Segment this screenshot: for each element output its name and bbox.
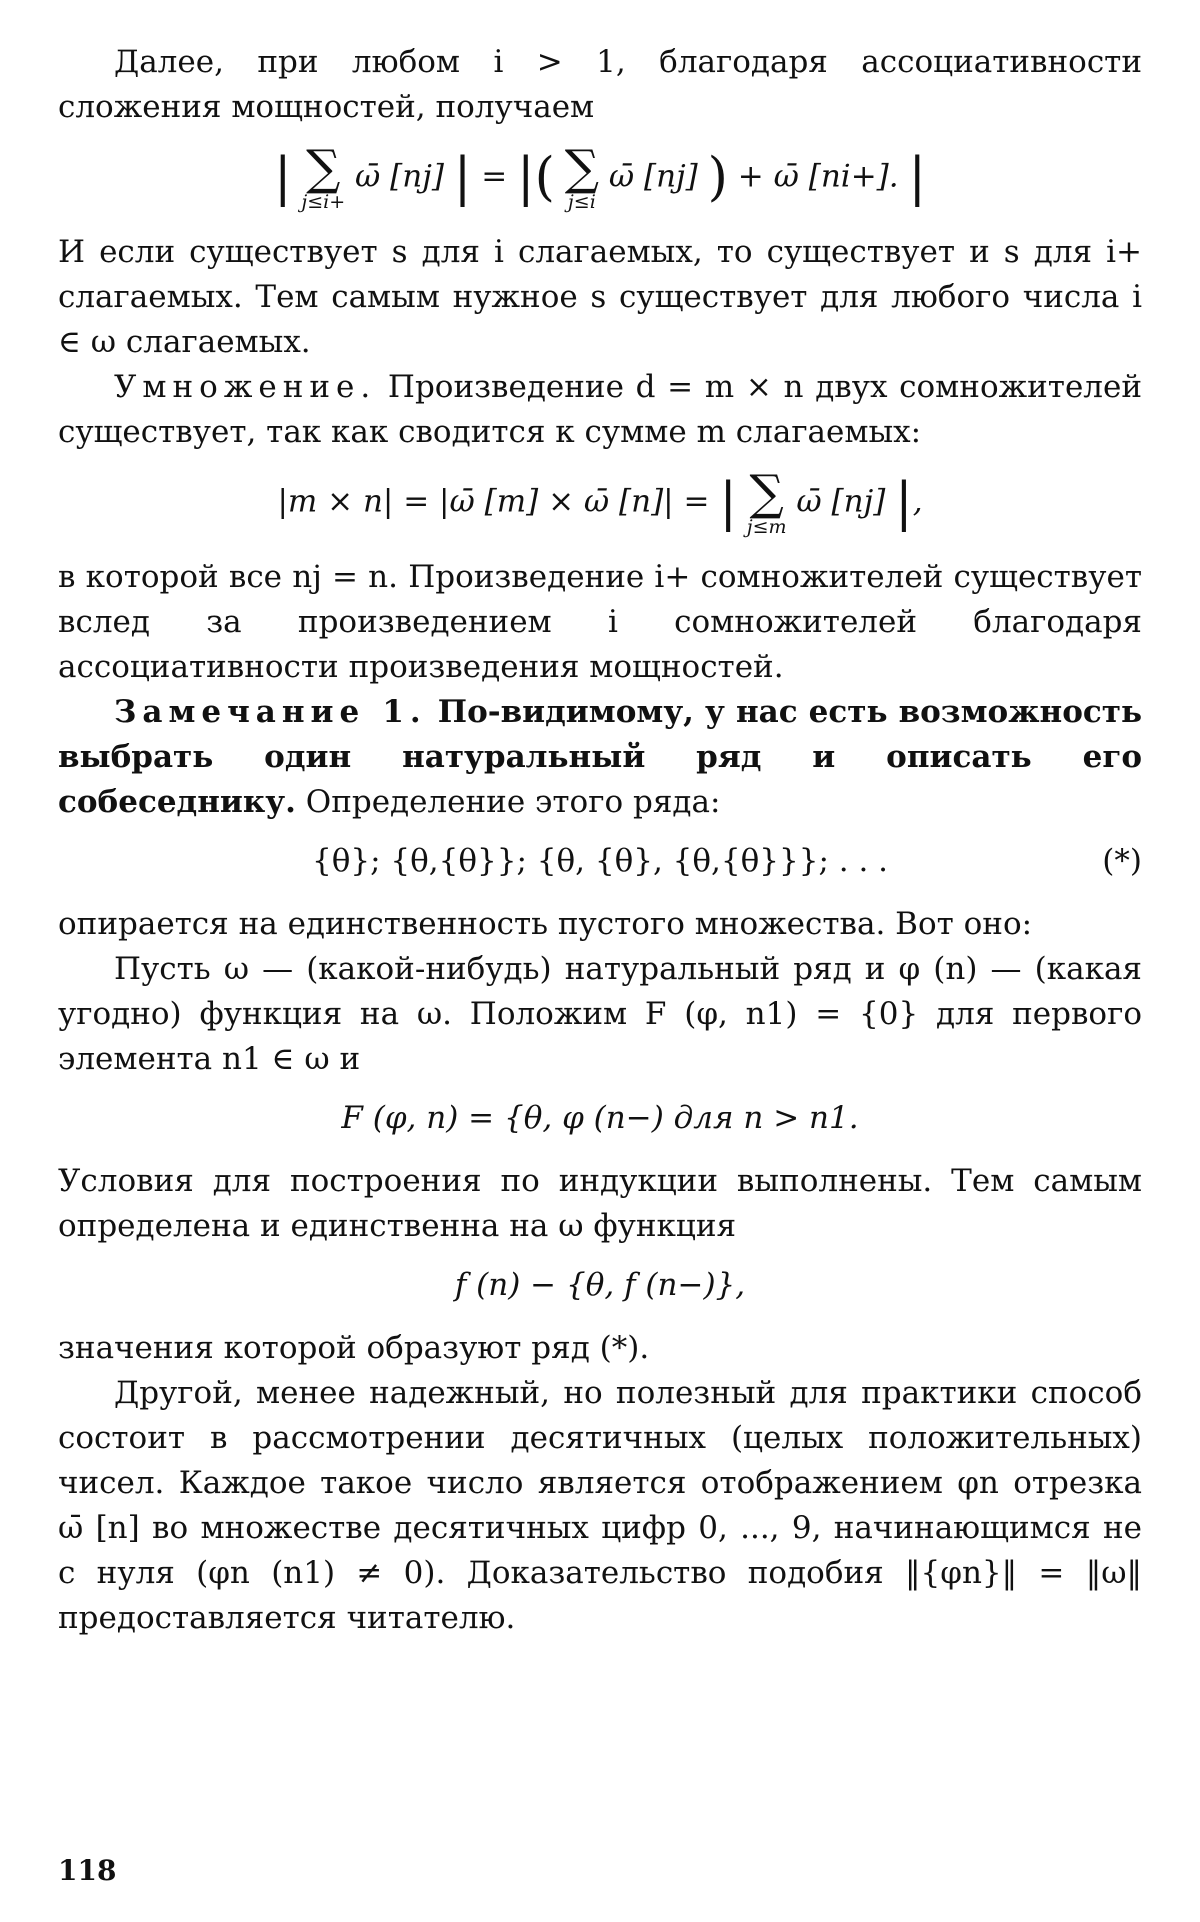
paragraph-associativity: Далее, при любом i > 1, благодаря ассоциативности сложения мощностей, получаем (58, 44, 1142, 125)
paragraph-product-existence: в которой все nj = n. Произведение i+ сомножителей существует вслед за произведением i сомножителей благодаря ассоциативности произведения мощностей. (58, 559, 1142, 685)
formula-label-star: (*) (1102, 843, 1142, 879)
formula-bar-close: | (453, 147, 472, 208)
sum-term-right: ω̄ [nj] (608, 158, 698, 195)
sum-index-product: j≤m (746, 516, 787, 538)
paragraph-function-definition: Пусть ω — (какой-нибудь) натуральный ряд и φ (n) — (какая угодно) функция на ω. Положим F (φ, n1) = {0} для первого элемента n1 ∈ ω и (58, 951, 1142, 1077)
heading-remark-1: Замечание 1. (114, 694, 427, 730)
sigma-symbol: ∑ (306, 140, 341, 196)
equals-sign: = (481, 158, 508, 195)
paragraph-multiplication (58, 365, 1142, 455)
formula-bar-close-2: | (908, 147, 927, 208)
paragraph-remark-1 (58, 690, 1142, 825)
sum-index-left: j≤i+ (301, 191, 346, 213)
multiplication-text: Произведение d = m × n двух сомножителей существует, так как сводится к сумме m слагаемых: (58, 369, 1142, 450)
formula-natural-series (58, 839, 1142, 884)
sum-operator-right (564, 140, 599, 213)
product-tail: , (912, 483, 923, 520)
formula-F-definition: F (φ, n) = {θ, φ (n−) для n > n1. (341, 1100, 859, 1136)
sigma-symbol-3: ∑ (749, 465, 784, 521)
sum-operator-left (301, 140, 346, 213)
paren-close: ) (707, 147, 728, 208)
product-left: |m × n| = |ω̄ [m] × ω̄ [n]| = (277, 483, 710, 520)
sum-operator-product (746, 465, 787, 538)
formula-product (58, 465, 1142, 538)
natural-series-text: {θ}; {θ,{θ}}; {θ, {θ}, {θ,{θ}}}; . . . (311, 843, 889, 879)
paragraph-induction: Условия для построения по индукции выполнены. Тем самым определена и единственна на ω функция (58, 1163, 1142, 1244)
heading-multiplication: Умножение. (114, 369, 377, 405)
sum-index-right: j≤i (567, 191, 596, 213)
product-bar-close: | (895, 472, 913, 533)
sum-term-left: ω̄ [nj] (355, 158, 444, 195)
formula-sum-associativity (58, 140, 1142, 213)
paragraph-existence: И если существует s для i слагаемых, то существует и s для i+ слагаемых. Тем самым нужное s существует для любого числа i ∈ ω слагаемых. (58, 234, 1142, 360)
paren-open: ( (534, 147, 555, 208)
formula-bar-open: | (273, 147, 292, 208)
remark-1-text: По-видимому, у нас есть возможность выбрать один натуральный ряд и описать его собеседнику. (58, 694, 1142, 820)
product-term: ω̄ [nj] (796, 483, 886, 520)
formula-bar-open-2: | (517, 147, 535, 208)
page-number: 118 (58, 1854, 117, 1887)
paragraph-decimal-numbers: Другой, менее надежный, но полезный для практики способ состоит в рассмотрении десятичных (целых положительных) чисел. Каждое такое число является отображением φn отрезка ω̄ [n] во множестве десятичных цифр 0, ..., 9, начинающимся не с нуля (φn (n1) ≠ 0). Доказательство подобия ‖{φn}‖ = ‖ω‖ предоставляется читателю. (58, 1375, 1142, 1636)
formula-f-function: f (n) − {θ, f (n−)}, (454, 1267, 746, 1303)
sigma-symbol-2: ∑ (564, 140, 599, 196)
remark-1-tail: Определение этого ряда: (295, 784, 721, 820)
paragraph-series-values: значения которой образуют ряд (*). (58, 1330, 650, 1366)
plus-term: + ω̄ [ni+]. (737, 158, 899, 195)
paragraph-empty-set: опирается на единственность пустого множества. Вот оно: (58, 906, 1033, 942)
product-bar-open: | (719, 472, 737, 533)
